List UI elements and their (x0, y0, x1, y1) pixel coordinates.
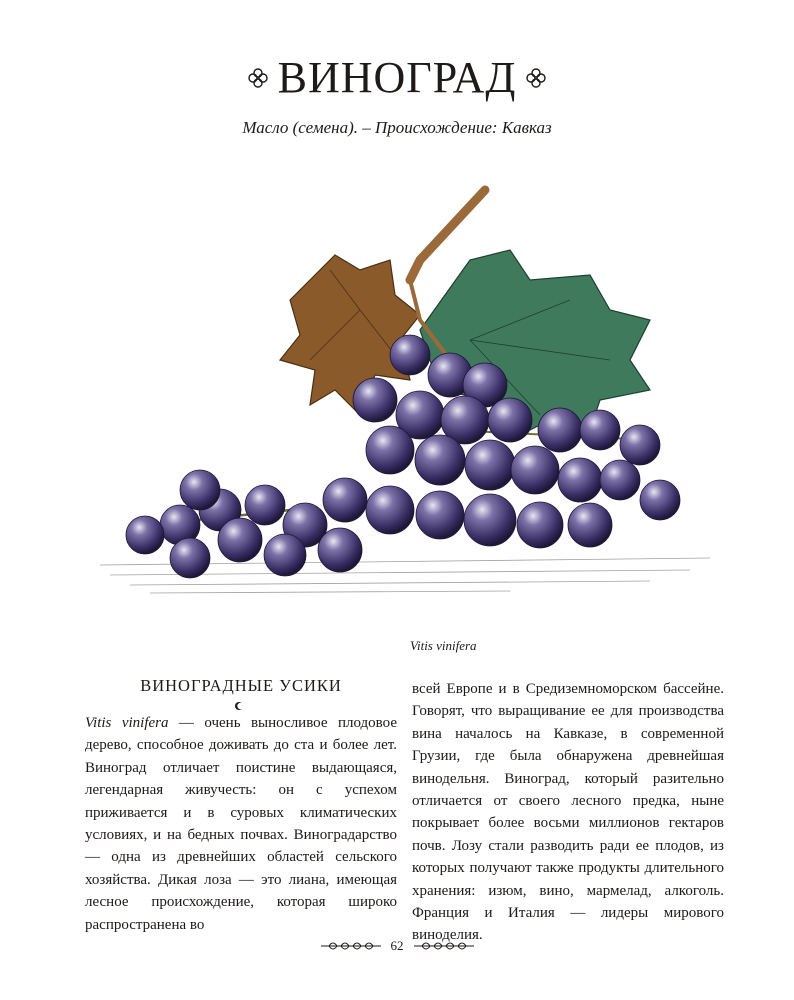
body-right-text: всей Европе и в Средиземноморском бассейне. Говорят, что выращивание ее для производства вина началось на Кавказе, в современной Грузии, где была обнаружена древнейшая винодельня. Виноград, который разительно отличается от своего лесного предка, ныне покрывает более восьми миллионов гектаров почв. Лозу стали разводить ради ее плодов, из которых получают также продукты длительного хранения: изюм, вино, мармелад, алкоголь. Франция и Италия — лидеры мирового виноделия. (412, 681, 724, 944)
page-number: 62 (390, 938, 404, 953)
title-text: ВИНОГРАД (277, 53, 517, 102)
figure-caption: Vitis vinifera (410, 638, 477, 653)
moon-ornament-icon (234, 701, 244, 711)
grape-illustration (90, 180, 730, 620)
latin-name: Vitis vinifera (85, 715, 169, 731)
section-heading: ВИНОГРАДНЫЕ УСИКИ (140, 676, 342, 695)
right-wheat-ornament-icon (412, 939, 476, 953)
page-footer (0, 938, 794, 954)
page-title (0, 52, 794, 103)
left-wheat-ornament-icon (319, 939, 383, 953)
body-left-paragraph (85, 712, 397, 936)
subtitle: Масло (семена). – Происхождение: Кавказ (242, 118, 552, 137)
right-ornament-icon (526, 68, 546, 88)
left-ornament-icon (248, 68, 268, 88)
body-column-right (412, 678, 724, 947)
body-left-text: — очень выносливое плодовое дерево, способное доживать до ста и более лет. Виноград отличает поистине выдающаяся, легендарная живучесть: он с успехом приживается и в суровых климатических условиях, и на бедных почвах. Виноградарство — одна из древнейших областей сельского хозяйства. Дикая лоза — это лиана, имеющая лесное происхождение, которая широко распространена во (85, 715, 397, 933)
body-column-left (85, 712, 397, 936)
